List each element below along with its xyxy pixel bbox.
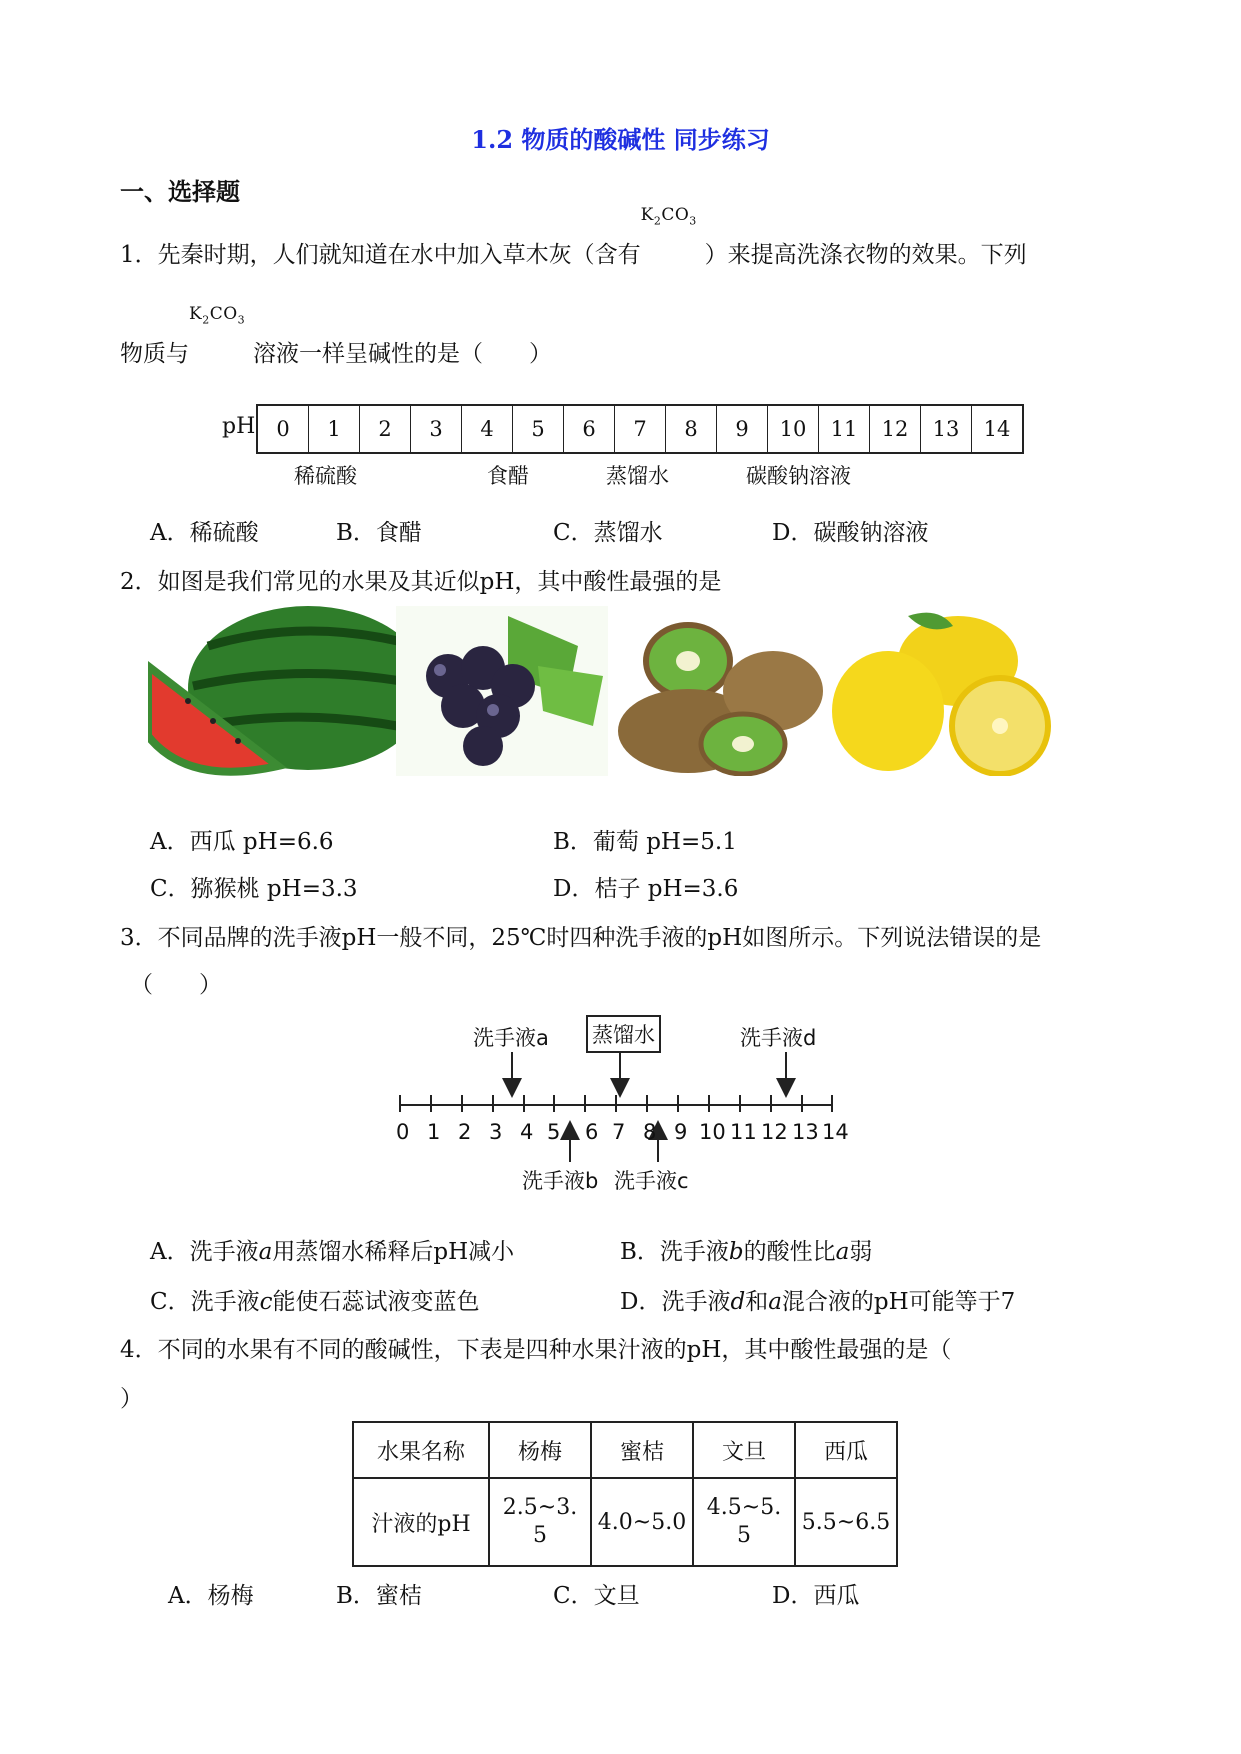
section-heading: 一、选择题: [120, 177, 240, 206]
tick-label: 10: [699, 1120, 726, 1144]
label-handwash-a: 洗手液a: [473, 1026, 549, 1050]
tick-label: 7: [612, 1120, 626, 1144]
kiwi-image: [618, 625, 823, 774]
q3-stem: 3．不同品牌的洗手液pH一般不同，25℃时四种洗手液的pH如图所示。下列说法错误的是: [120, 925, 1042, 951]
q4-option-c: C．文旦: [553, 1583, 640, 1609]
q1-stem-line1: [120, 205, 1027, 269]
ph-cell: 4: [461, 406, 512, 452]
q1-stem-text-c: 物质与: [120, 341, 189, 367]
tick-label: 5: [547, 1120, 561, 1144]
tick-label: 3: [489, 1120, 503, 1144]
tick-label: 9: [674, 1120, 688, 1144]
lemon-image: [832, 613, 1048, 774]
q1-stem-text-b: ）来提高洗涤衣物的效果。下列: [704, 242, 1027, 268]
tick-label: 2: [458, 1120, 472, 1144]
label-handwash-d: 洗手液d: [740, 1026, 817, 1050]
q1-option-a: A．稀硫酸: [150, 520, 259, 546]
substance-label: 食醋: [487, 464, 529, 488]
ph-cell: 9: [716, 406, 767, 452]
tick-label: 14: [822, 1120, 849, 1144]
q2-stem: 2．如图是我们常见的水果及其近似pH，其中酸性最强的是: [120, 569, 722, 595]
substance-label: 稀硫酸: [294, 464, 357, 488]
q3-option-b: B．洗手液b的酸性比a弱: [620, 1239, 873, 1265]
watermelon-image: [148, 606, 428, 772]
grape-image: [396, 606, 608, 776]
q2-option-c: C．猕猴桃 pH=3.3: [150, 876, 358, 902]
q2-option-b: B．葡萄 pH=5.1: [553, 829, 737, 855]
q4-option-a: A．杨梅: [168, 1583, 254, 1609]
ph-cell: 0: [276, 417, 290, 441]
ph-cell: 2: [359, 406, 410, 452]
q4-option-d: D．西瓜: [772, 1583, 860, 1609]
k2co3-formula-2: $K_2CO_3$: [189, 304, 246, 327]
ph-cell: 5: [512, 406, 563, 452]
table-cell: 4.0~5.0: [591, 1478, 693, 1566]
label-distilled-water: 蒸馏水: [586, 1015, 661, 1053]
tick-label: 6: [585, 1120, 599, 1144]
table-cell: 5.5~6.5: [795, 1478, 897, 1566]
ph-cell: 13: [920, 406, 971, 452]
tick-label: 1: [427, 1120, 441, 1144]
ph-cell: 10: [767, 406, 818, 452]
q1-option-b: B．食醋: [336, 520, 422, 546]
ph-cell: 3: [410, 406, 461, 452]
tick-label: 0: [396, 1120, 410, 1144]
table-cell: 水果名称: [353, 1422, 489, 1478]
label-handwash-c: 洗手液c: [614, 1169, 689, 1193]
tick-label: 4: [520, 1120, 534, 1144]
label-handwash-b: 洗手液b: [522, 1169, 599, 1193]
ph-cell: 12: [869, 406, 920, 452]
q1-stem-text-a: 1．先秦时期，人们就知道在水中加入草木灰（含有: [120, 242, 641, 268]
q3-stem-paren: （ ）: [130, 972, 222, 998]
ph-cell: 6: [563, 406, 614, 452]
tick-label: 8: [643, 1120, 657, 1144]
ph-cell: 1: [308, 406, 359, 452]
q1-stem-text-d: 溶液一样呈碱性的是（ ）: [253, 341, 552, 367]
ph-cell: 8: [665, 406, 716, 452]
q4-stem-paren: ）: [120, 1386, 143, 1412]
ph-scale-label: pH: [222, 414, 256, 439]
q1-option-c: C．蒸馏水: [553, 520, 663, 546]
table-row: [353, 1478, 897, 1566]
page-title: 1.2 物质的酸碱性 同步练习: [471, 125, 770, 154]
q1-option-d: D．碳酸钠溶液: [772, 520, 929, 546]
k2co3-formula: $K_2CO_3$: [640, 205, 697, 228]
ph-cell: 14: [971, 406, 1022, 452]
ph-scale-table: [256, 404, 1024, 454]
tick-label: 12: [761, 1120, 788, 1144]
fruit-photo: [148, 606, 1060, 776]
table-cell: 4.5~5. 5: [693, 1478, 795, 1566]
tick-label: 13: [792, 1120, 819, 1144]
table-cell: 文旦: [693, 1422, 795, 1478]
table-cell: 杨梅: [489, 1422, 591, 1478]
ph-cell: 7: [614, 406, 665, 452]
substance-label: 碳酸钠溶液: [746, 464, 851, 488]
substance-label: 蒸馏水: [606, 464, 669, 488]
table-cell: 西瓜: [795, 1422, 897, 1478]
q2-option-a: A．西瓜 pH=6.6: [150, 829, 334, 855]
ph-number-line: [390, 1050, 850, 1120]
q3-option-c: C．洗手液c能使石蕊试液变蓝色: [150, 1289, 480, 1315]
table-cell: 汁液的pH: [353, 1478, 489, 1566]
tick-label: 11: [730, 1120, 757, 1144]
q3-option-a: A．洗手液a用蒸馏水稀释后pH减小: [150, 1239, 515, 1265]
q4-option-b: B．蜜桔: [336, 1583, 422, 1609]
q1-stem-line2: [120, 304, 552, 368]
table-row: [353, 1422, 897, 1478]
q3-option-d: D．洗手液d和a混合液的pH可能等于7: [620, 1289, 1016, 1315]
q4-stem: 4．不同的水果有不同的酸碱性，下表是四种水果汁液的pH，其中酸性最强的是（: [120, 1337, 952, 1363]
q2-option-d: D．桔子 pH=3.6: [553, 876, 739, 902]
fruit-ph-table: [352, 1421, 898, 1567]
table-cell: 蜜桔: [591, 1422, 693, 1478]
table-cell: 2.5~3. 5: [489, 1478, 591, 1566]
ph-cell: 11: [818, 406, 869, 452]
